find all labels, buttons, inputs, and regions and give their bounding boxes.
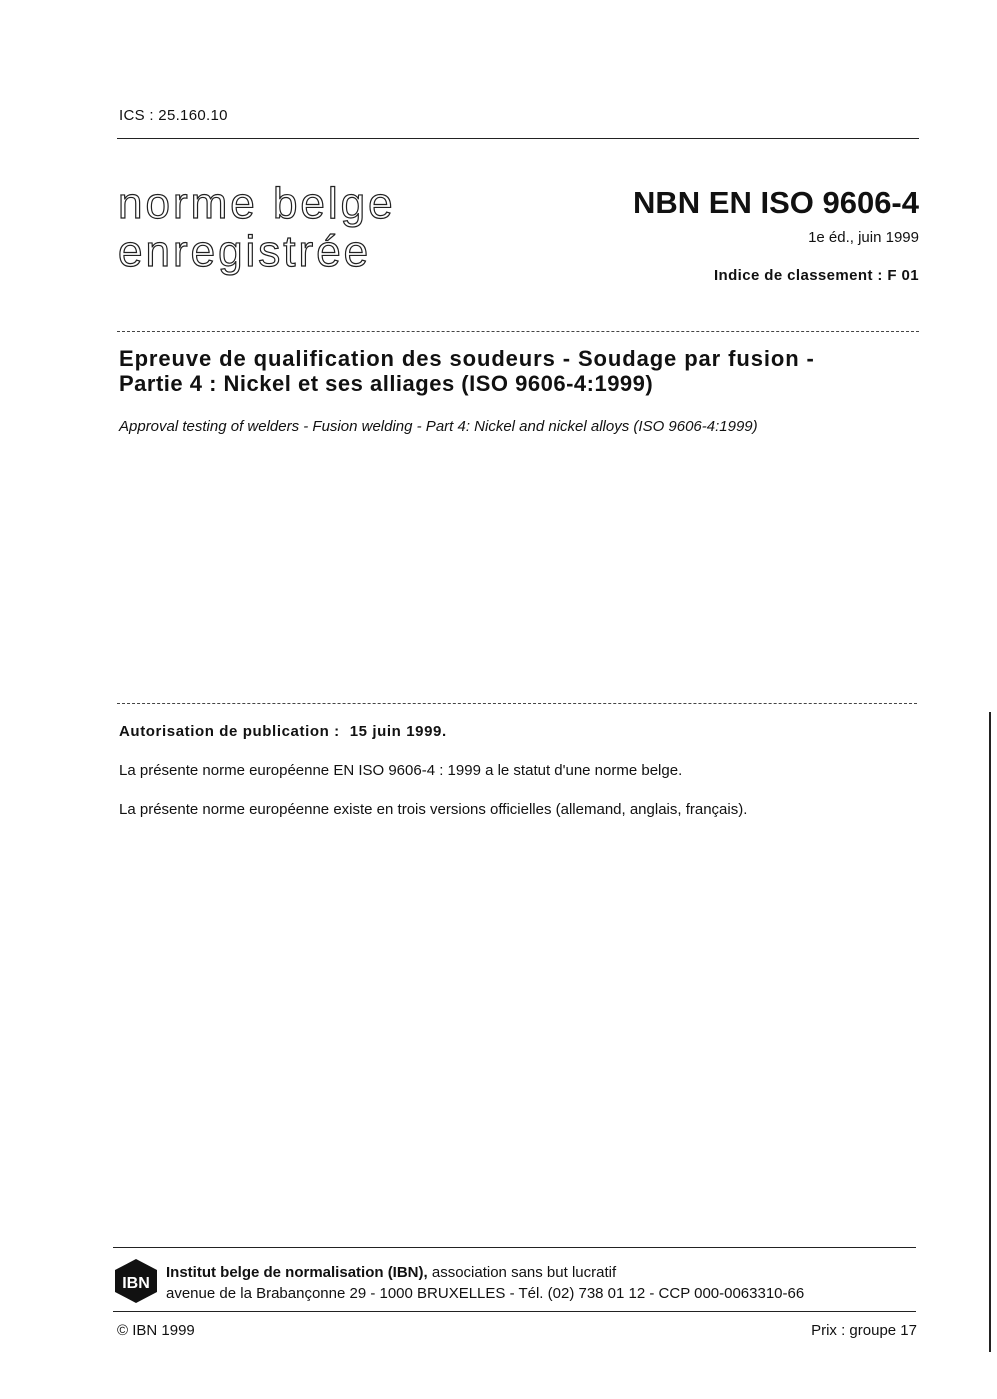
ics-code: ICS : 25.160.10 (119, 107, 228, 124)
header-rule (117, 138, 919, 139)
publication-rule (117, 703, 917, 704)
title-top-rule (117, 331, 919, 332)
footer-bottom-rule (113, 1311, 916, 1312)
english-title: Approval testing of welders - Fusion welding - Part 4: Nickel and nickel alloys (ISO 9606-4:1999) (119, 418, 758, 435)
classification-index: Indice de classement : F 01 (713, 267, 919, 284)
title-line1: Epreuve de qualification des soudeurs - Soudage par fusion - (119, 346, 815, 371)
page-edge-line (989, 712, 991, 1352)
document-title (119, 346, 919, 396)
institute-info (166, 1262, 804, 1304)
copyright: © IBN 1999 (117, 1322, 195, 1339)
authorization (119, 723, 447, 740)
edition-info: 1e éd., juin 1999 (808, 229, 919, 246)
authorization-date: 15 juin 1999. (349, 723, 447, 740)
norm-label-line1: norme belge (118, 179, 396, 228)
norm-label-line2: enregistrée (118, 227, 372, 276)
authorization-label: Autorisation de publication : (119, 723, 340, 740)
footer-rule (113, 1247, 916, 1248)
statement-official-versions: La présente norme européenne existe en trois versions officielles (allemand, anglais, français). (119, 801, 748, 818)
statement-belgian-status: La présente norme européenne EN ISO 9606-4 : 1999 a le statut d'une norme belge. (119, 762, 683, 779)
institute-name: Institut belge de normalisation (IBN), (166, 1264, 428, 1281)
ibn-logo (113, 1258, 159, 1304)
institute-address: avenue de la Brabançonne 29 - 1000 BRUXELLES - Tél. (02) 738 01 12 - CCP 000-0063310-66 (166, 1285, 805, 1302)
price-group: Prix : groupe 17 (811, 1322, 917, 1339)
institute-desc: association sans but lucratif (427, 1264, 617, 1281)
standard-number: NBN EN ISO 9606-4 (633, 185, 919, 220)
svg-text:IBN: IBN (122, 1275, 150, 1292)
title-line2: Partie 4 : Nickel et ses alliages (ISO 9606-4:1999) (119, 371, 654, 396)
